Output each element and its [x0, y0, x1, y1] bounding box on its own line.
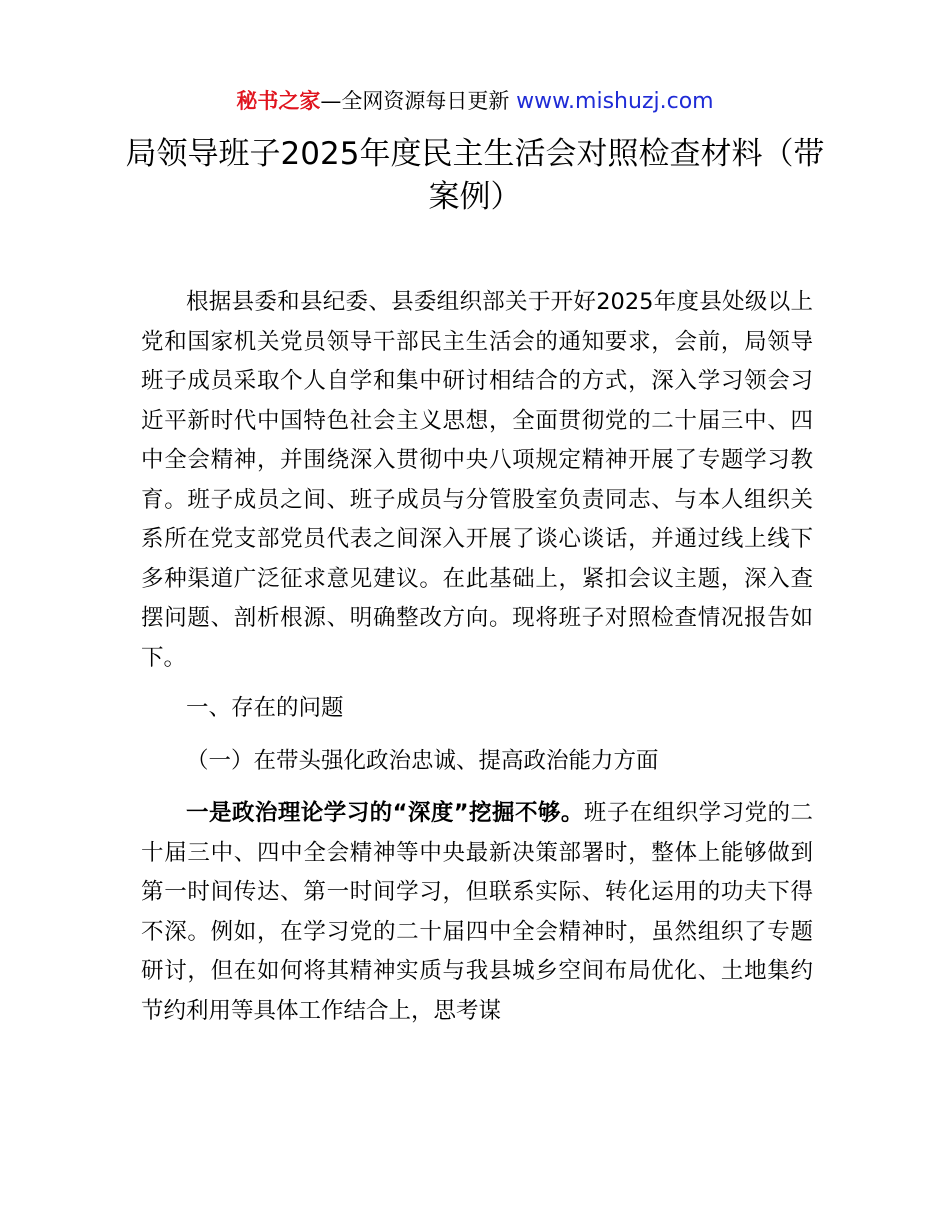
- header-slogan: —全网资源每日更新: [320, 89, 510, 113]
- point-lead: 一是政治理论学习的“深度”挖掘不够。: [186, 800, 584, 826]
- site-url-link[interactable]: www.mishuzj.com: [516, 89, 714, 114]
- site-header: [0, 86, 950, 117]
- section-heading: 一、存在的问题: [186, 695, 344, 721]
- brand-name: 秘书之家: [236, 89, 321, 113]
- document-body: [141, 283, 813, 1031]
- document-title: 局领导班子2025年度民主生活会对照检查材料（带案例）: [125, 136, 825, 215]
- point-text: 班子在组织学习党的二十届三中、四中全会精神等中央最新决策部署时，整体上能够做到第一时间传达、第一时间学习，但联系实际、转化运用的功夫下得不深。例如，在学习党的二十届四中全会精神时，虽然组织了专题研讨，但在如何将其精神实质与我县城乡空间布局优化、土地集约节约利用等具体工作结合上，思考谋: [141, 800, 813, 1024]
- subsection-heading: （一）在带头强化政治忠诚、提高政治能力方面: [186, 747, 659, 774]
- point-paragraph: [141, 794, 813, 1031]
- intro-paragraph: 根据县委和县纪委、县委组织部关于开好2025年度县处级以上党和国家机关党员领导干部民主生活会的通知要求，会前，局领导班子成员采取个人自学和集中研讨相结合的方式，深入学习领会习近平新时代中国特色社会主义思想，全面贯彻党的二十届三中、四中全会精神，并围绕深入贯彻中央八项规定精神开展了专题学习教育。班子成员之间、班子成员与分管股室负责同志、与本人组织关系所在党支部党员代表之间深入开展了谈心谈话，并通过线上线下多种渠道广泛征求意见建议。在此基础上，紧扣会议主题，深入查摆问题、剖析根源、明确整改方向。现将班子对照检查情况报告如下。: [141, 289, 813, 671]
